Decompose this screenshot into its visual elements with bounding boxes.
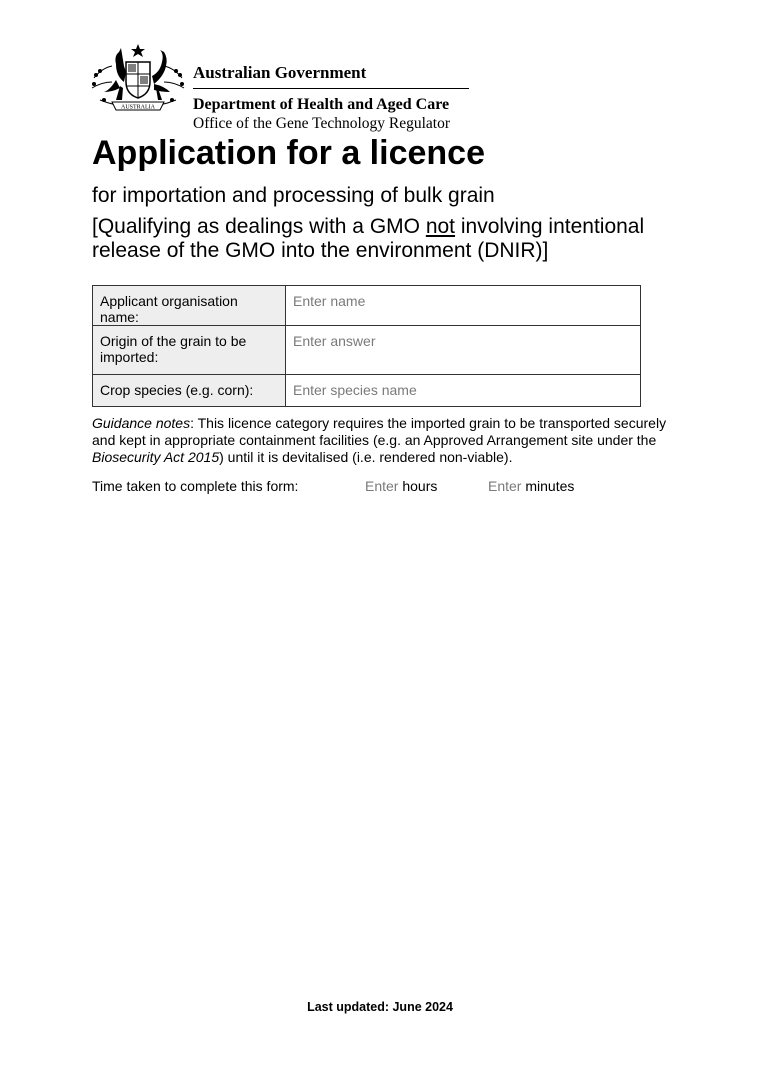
grain-origin-field[interactable] (286, 326, 641, 375)
last-updated: Last updated: June 2024 (307, 1000, 453, 1014)
table-row (93, 286, 641, 326)
table-row (93, 375, 641, 407)
guidance-text-2: ) until it is devitalised (i.e. rendered non-viable). (219, 449, 513, 465)
biosecurity-act: Biosecurity Act 2015 (92, 449, 220, 465)
minutes-unit: minutes (521, 478, 575, 494)
qualification-suffix: involving intentional release of the GMO into the environment (DNIR)] (92, 215, 645, 262)
minutes-placeholder: Enter (488, 478, 522, 494)
page-title: Application for a licence (92, 134, 485, 172)
crop-species-field[interactable] (286, 375, 641, 407)
minutes-field[interactable] (488, 478, 574, 495)
government-name: Australian Government (193, 63, 367, 82)
organisation-name-field[interactable] (286, 286, 641, 326)
hours-placeholder: Enter (365, 478, 399, 494)
qualification-prefix: [Qualifying as dealings with a GMO (92, 215, 426, 238)
crest-banner-text: AUSTRALIA (121, 104, 155, 111)
hours-unit: hours (398, 478, 438, 494)
applicant-details-table (92, 285, 641, 407)
organisation-name-placeholder: Enter name (293, 293, 366, 309)
time-taken-label: Time taken to complete this form: (92, 478, 299, 494)
grain-origin-label: Origin of the grain to be imported: (93, 326, 286, 375)
office-name: Office of the Gene Technology Regulator (193, 115, 451, 132)
qualification-note (92, 215, 672, 263)
crop-species-label: Crop species (e.g. corn): (93, 375, 286, 407)
page-subtitle: for importation and processing of bulk grain (92, 184, 495, 207)
coat-of-arms-icon (90, 42, 186, 114)
hours-field[interactable] (365, 478, 437, 495)
guidance-lead: Guidance notes (92, 415, 191, 431)
table-row (93, 326, 641, 375)
header-divider (193, 88, 469, 89)
crop-species-placeholder: Enter species name (293, 382, 417, 398)
guidance-notes (92, 415, 682, 466)
grain-origin-placeholder: Enter answer (293, 333, 376, 349)
qualification-emphasis: not (425, 215, 456, 238)
government-header (193, 63, 469, 133)
organisation-name-label: Applicant organisation name: (93, 286, 286, 326)
guidance-text-1: : This licence category requires the imported grain to be transported securely and kept in appropriate containment facilities (e.g. an Approved Arrangement site under the (92, 415, 667, 448)
department-name: Department of Health and Aged Care (193, 96, 450, 113)
